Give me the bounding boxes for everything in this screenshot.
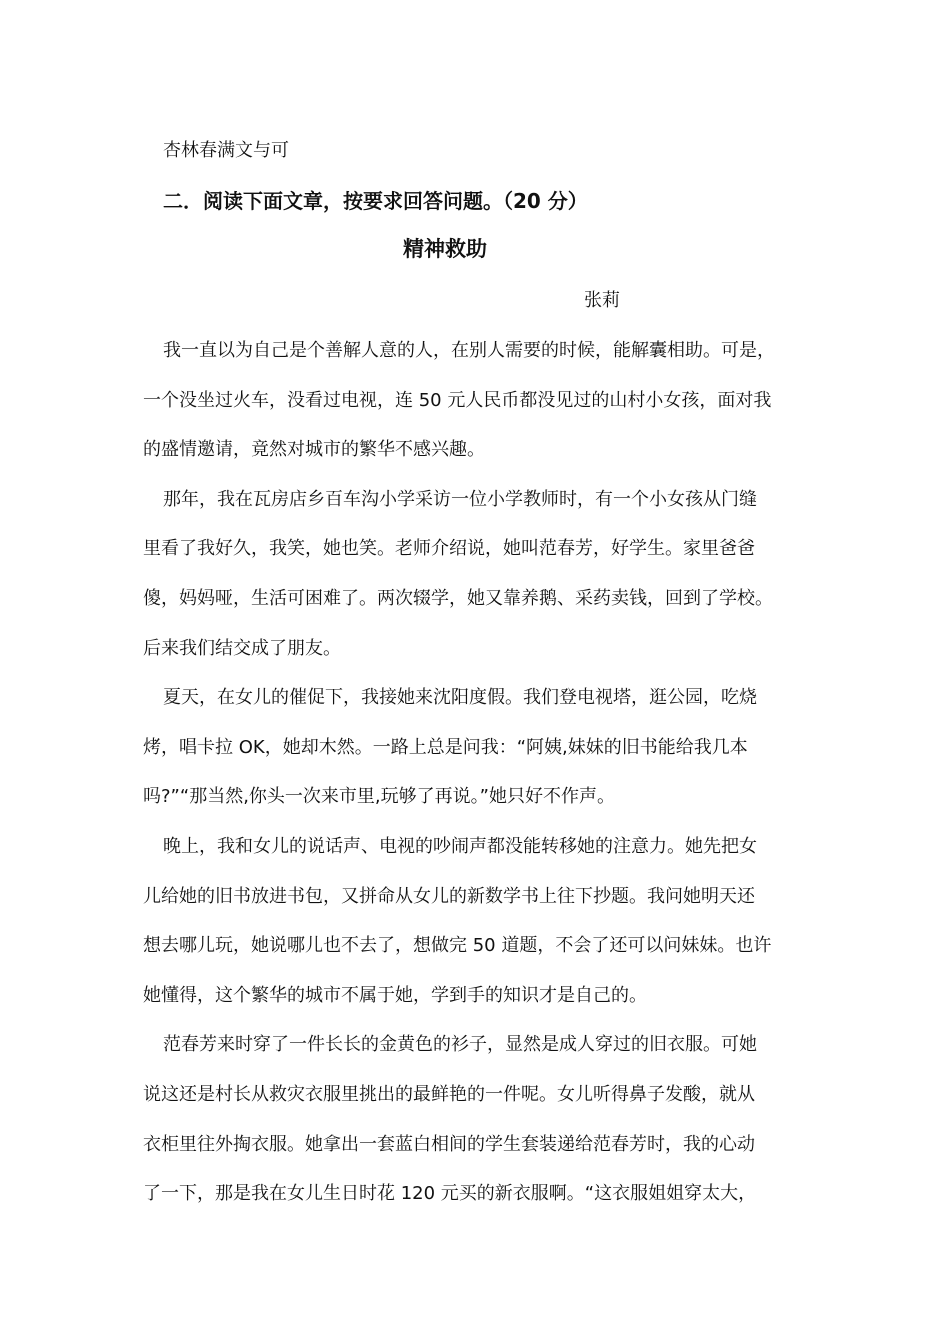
paragraph [143,475,823,673]
paragraph-line: 了一下，那是我在女儿生日时花 120 元买的新衣服啊。“这衣服姐姐穿太大， [143,1183,757,1205]
paragraph-line: 夏天，在女儿的催促下，我接她来沈阳度假。我们登电视塔，逛公园，吃烧 [163,687,757,709]
paragraph-line: 里看了我好久，我笑，她也笑。老师介绍说，她叫范春芳，好学生。家里爸爸 [143,538,755,560]
section-heading: 二．阅读下面文章，按要求回答问题。（20 分） [163,189,588,213]
paragraph-line: 想去哪儿玩，她说哪儿也不去了，想做完 50 道题，不会了还可以问妹妹。也许 [143,935,772,957]
paragraph-line: 那年，我在瓦房店乡百车沟小学采访一位小学教师时，有一个小女孩从门缝 [163,488,757,510]
paragraph-line: 衣柜里往外掏衣服。她拿出一套蓝白相间的学生套装递给范春芳时，我的心动 [143,1133,755,1155]
paragraph-line: 说这还是村长从救灾衣服里挑出的最鲜艳的一件呢。女儿听得鼻子发酸，就从 [143,1083,755,1105]
paragraph [143,673,823,822]
article-body [143,326,823,1219]
paragraph [143,1020,823,1218]
paragraph [143,822,823,1020]
paragraph-line: 儿给她的旧书放进书包，又拼命从女儿的新数学书上往下抄题。我问她明天还 [143,885,755,907]
paragraph-line: 吗?”“那当然,你头一次来市里,玩够了再说。”她只好不作声。 [143,786,615,808]
paragraph-line: 范春芳来时穿了一件长长的金黄色的衫子，显然是成人穿过的旧衣服。可她 [163,1034,757,1056]
article-title: 精神救助 [403,237,487,261]
paragraph-line: 晚上，我和女儿的说话声、电视的吵闹声都没能转移她的注意力。她先把女 [163,835,757,857]
paragraph-line: 烤，唱卡拉 OK，她却木然。一路上总是问我：“阿姨,妹妹的旧书能给我几本 [143,736,748,758]
header-note: 杏林春满文与可 [163,140,289,161]
paragraph-line: 后来我们结交成了朋友。 [143,637,341,659]
paragraph-line: 我一直以为自己是个善解人意的人，在别人需要的时候，能解囊相助。可是， [163,340,775,361]
paragraph-line: 傻，妈妈哑，生活可困难了。两次辍学，她又靠养鹅、采药卖钱，回到了学校。 [143,587,773,609]
article-author: 张莉 [584,290,620,311]
paragraph [143,326,823,475]
paragraph-line: 的盛情邀请，竟然对城市的繁华不感兴趣。 [143,439,485,461]
paragraph-line: 一个没坐过火车，没看过电视，连 50 元人民币都没见过的山村小女孩，面对我 [143,389,772,411]
paragraph-line: 她懂得，这个繁华的城市不属于她，学到手的知识才是自己的。 [143,984,647,1006]
